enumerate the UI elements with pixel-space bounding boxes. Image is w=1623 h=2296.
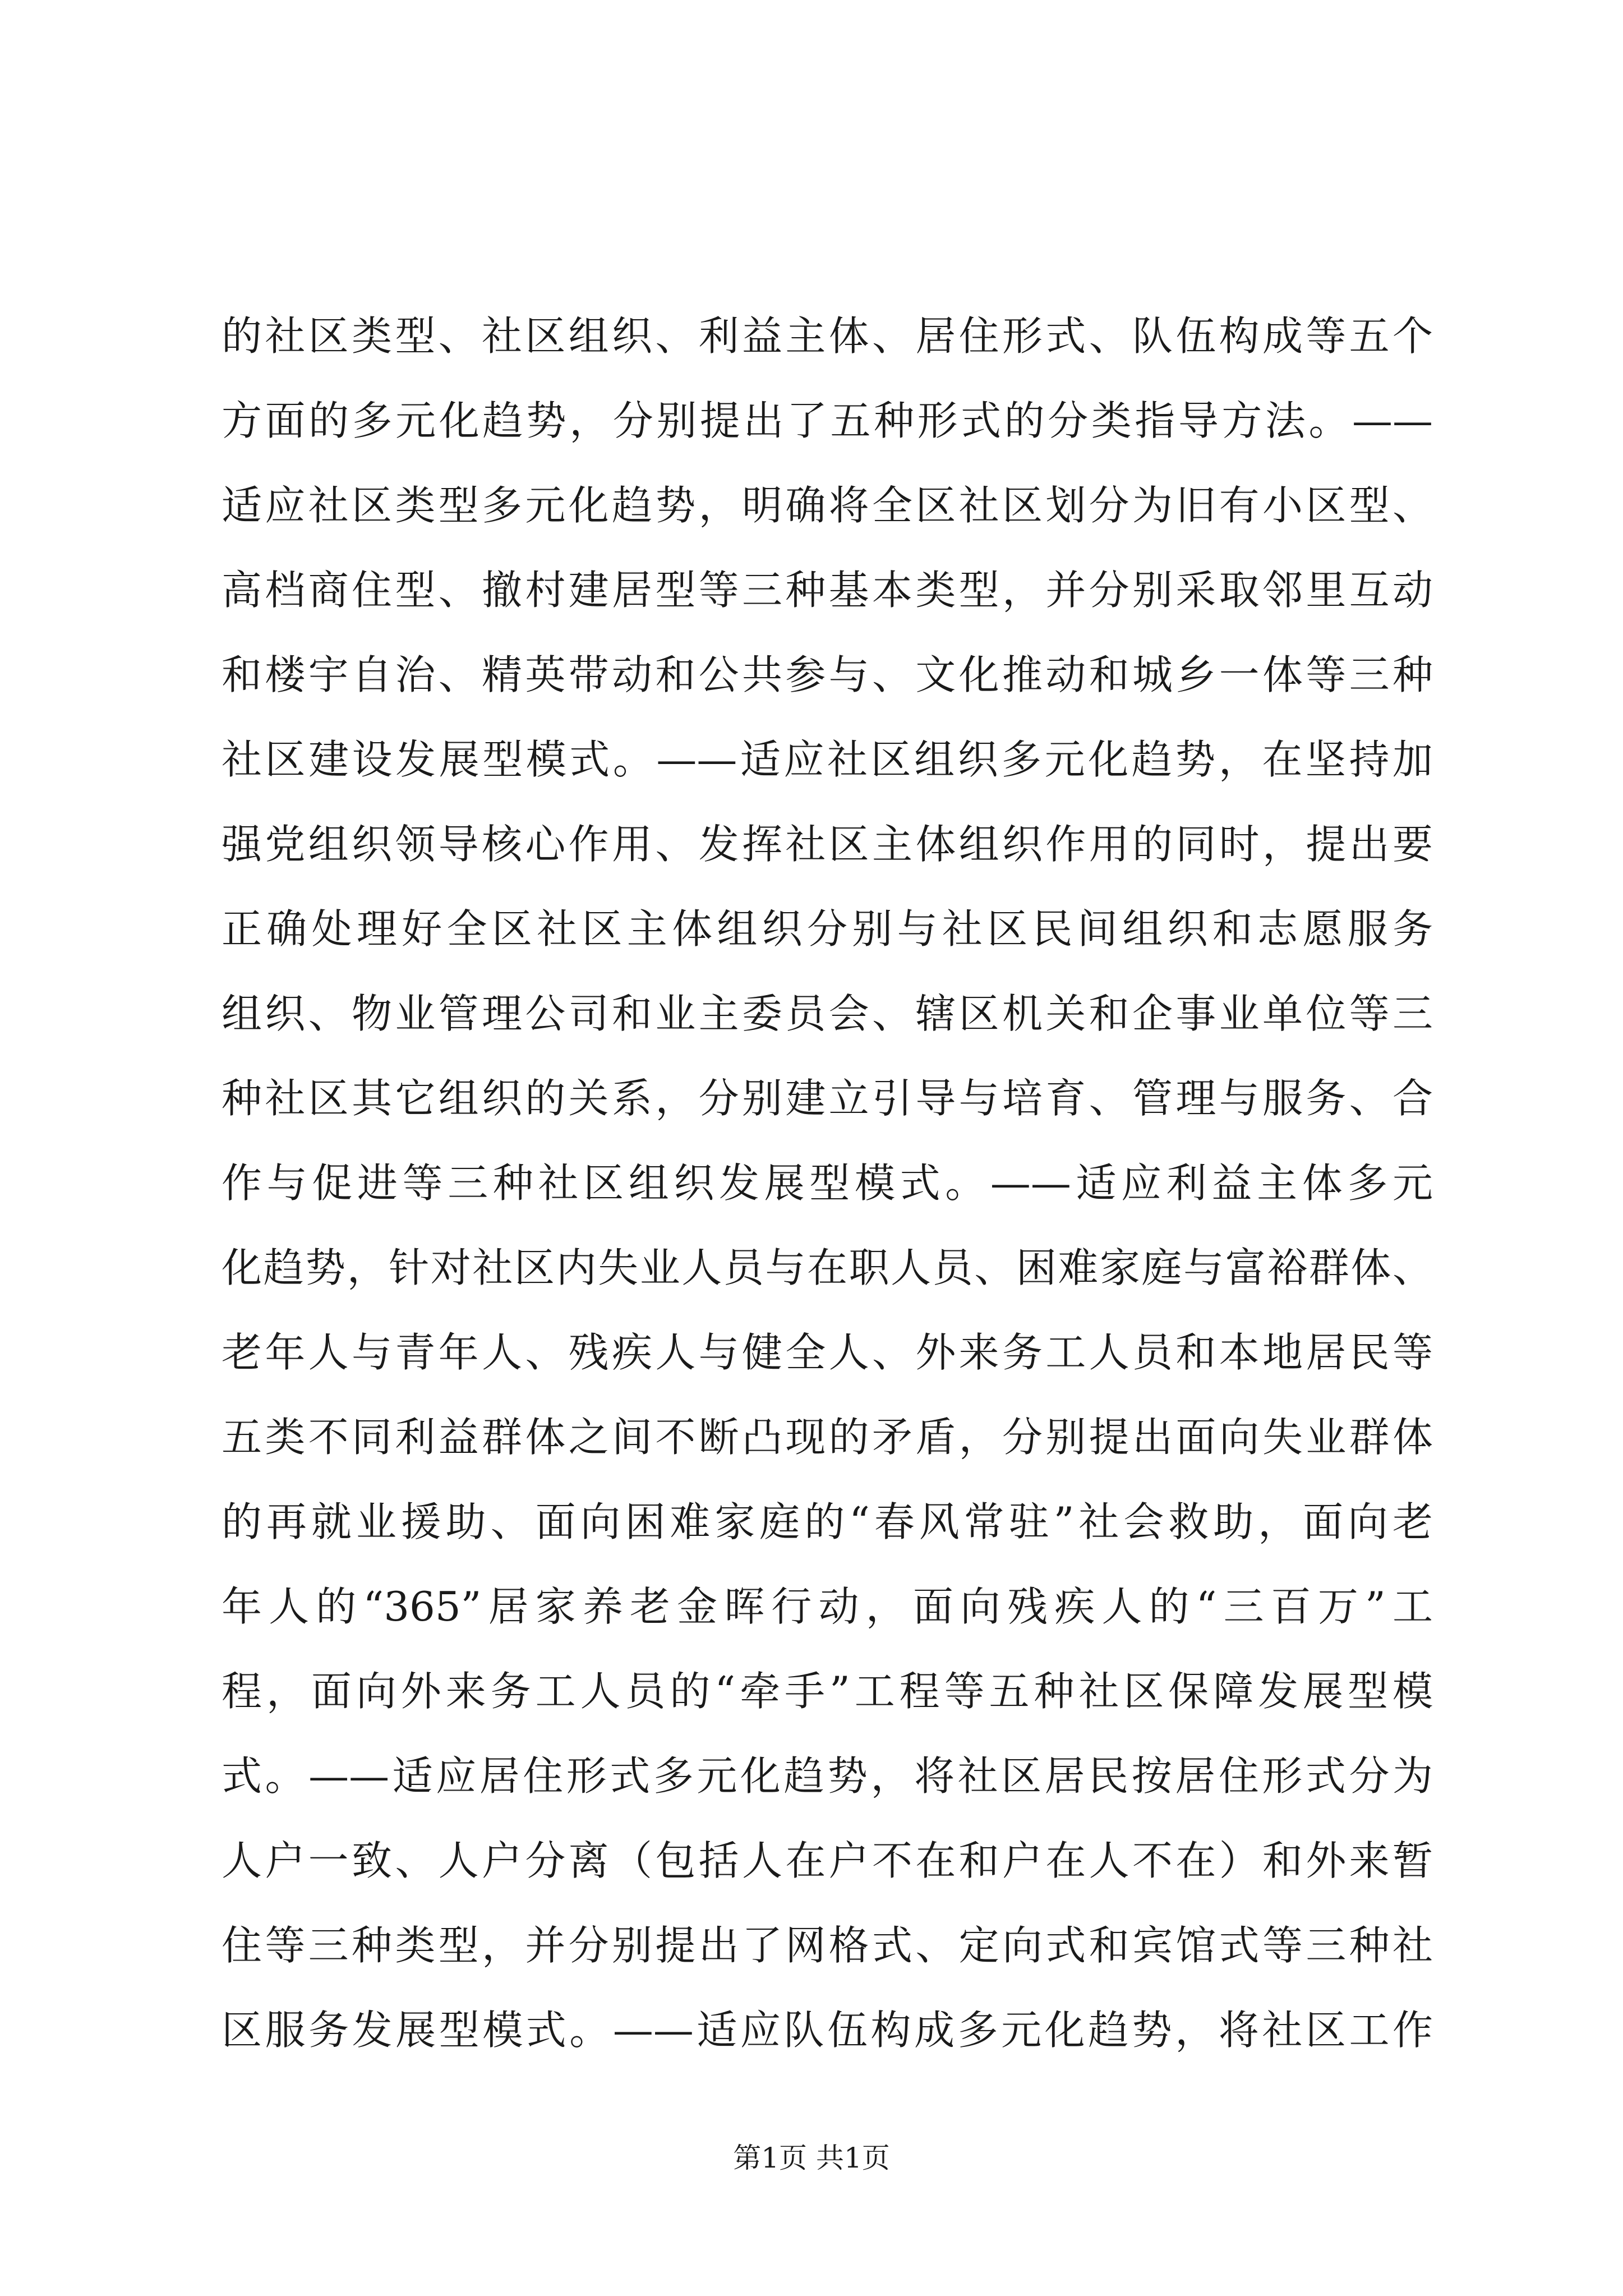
body-line: 年人的“365”居家养老金晖行动，面向残疾人的“三百万”工 — [222, 1583, 1433, 1630]
body-line: 组织、物业管理公司和业主委员会、辖区机关和企事业单位等三 — [222, 990, 1433, 1037]
body-line: 化趋势，针对社区内失业人员与在职人员、困难家庭与富裕群体、 — [222, 1244, 1433, 1291]
body-line: 人户一致、人户分离（包括人在户不在和户在人不在）和外来暂 — [222, 1837, 1433, 1884]
body-line: 式。——适应居住形式多元化趋势，将社区居民按居住形式分为 — [222, 1752, 1433, 1800]
body-line: 高档商住型、撤村建居型等三种基本类型，并分别采取邻里互动 — [222, 567, 1433, 614]
body-line: 作与促进等三种社区组织发展型模式。——适应利益主体多元 — [222, 1159, 1433, 1207]
document-body — [222, 294, 1433, 2073]
page-footer — [0, 2140, 1623, 2176]
body-line: 的社区类型、社区组织、利益主体、居住形式、队伍构成等五个 — [222, 312, 1433, 360]
body-line: 区服务发展型模式。——适应队伍构成多元化趋势，将社区工作 — [222, 2007, 1433, 2054]
body-line: 社区建设发展型模式。——适应社区组织多元化趋势，在坚持加 — [222, 736, 1433, 783]
body-line: 程，面向外来务工人员的“牵手”工程等五种社区保障发展型模 — [222, 1668, 1433, 1715]
body-line: 适应社区类型多元化趋势，明确将全区社区划分为旧有小区型、 — [222, 482, 1433, 529]
body-line: 正确处理好全区社区主体组织分别与社区民间组织和志愿服务 — [222, 905, 1433, 953]
page-number: 第1页 共1页 — [733, 2142, 890, 2174]
body-line: 五类不同利益群体之间不断凸现的矛盾，分别提出面向失业群体 — [222, 1414, 1433, 1461]
body-line: 方面的多元化趋势，分别提出了五种形式的分类指导方法。—— — [222, 397, 1433, 444]
body-line: 老年人与青年人、残疾人与健全人、外来务工人员和本地居民等 — [222, 1329, 1433, 1376]
body-line: 强党组织领导核心作用、发挥社区主体组织作用的同时，提出要 — [222, 821, 1433, 868]
body-line: 和楼宇自治、精英带动和公共参与、文化推动和城乡一体等三种 — [222, 651, 1433, 698]
body-line: 住等三种类型，并分别提出了网格式、定向式和宾馆式等三种社 — [222, 1922, 1433, 1969]
body-line: 种社区其它组织的关系，分别建立引导与培育、管理与服务、合 — [222, 1075, 1433, 1122]
body-line: 的再就业援助、面向困难家庭的“春风常驻”社会救助，面向老 — [222, 1498, 1433, 1545]
